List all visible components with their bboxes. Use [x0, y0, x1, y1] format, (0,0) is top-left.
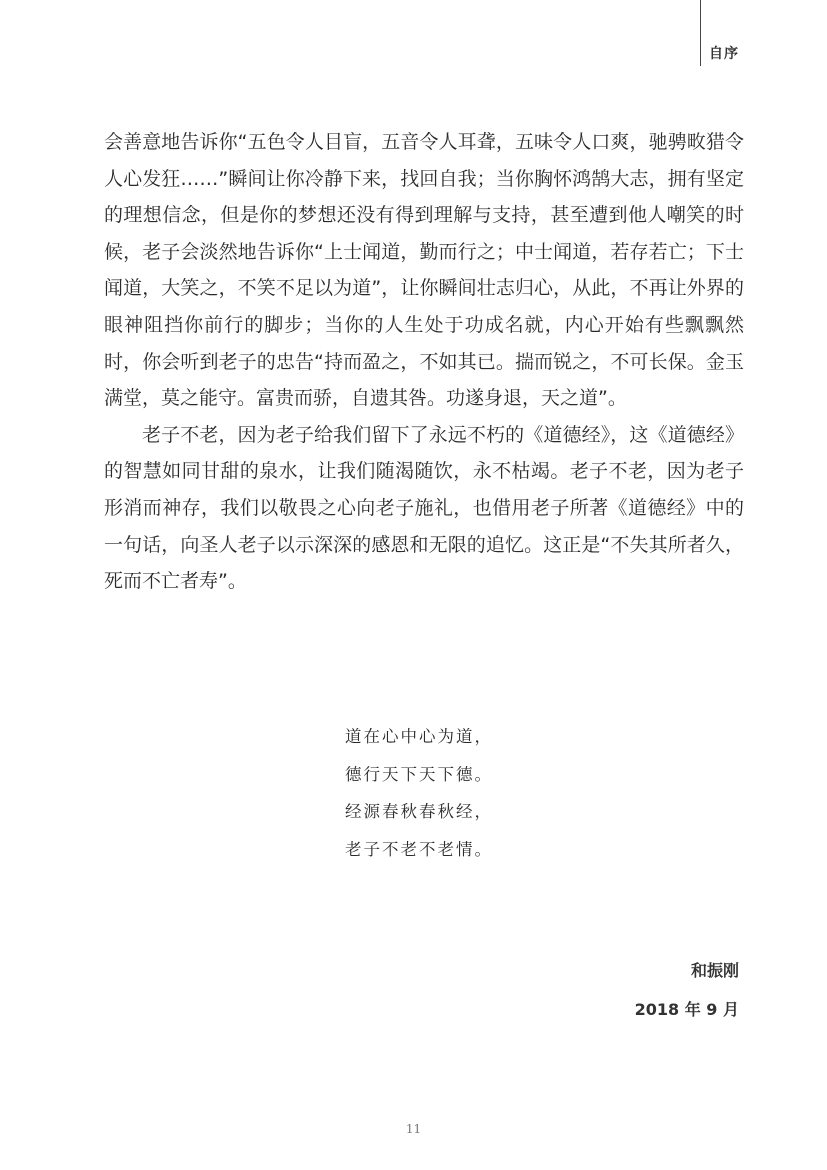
- paragraph-2: 老子不老，因为老子给我们留下了永远不朽的《道德经》，这《道德经》的智慧如同甘甜的泉水，让我们随渴随饮，永不枯竭。老子不老，因为老子形消而神存，我们以敬畏之心向老子施礼，也借用老子所著《道德经》中的一句话，向圣人老子以示深深的感恩和无限的追忆。这正是“不失其所者久，死而不亡者寿”。: [104, 423, 744, 593]
- body-text: [104, 124, 744, 600]
- paragraph-1: 会善意地告诉你“五色令人目盲，五音令人耳聋，五味令人口爽，驰骋畋猎令人心发狂……”瞬间让你冷静下来，找回自我；当你胸怀鸿鹄大志，拥有坚定的理想信念，但是你的梦想还没有得到理解与支持，甚至遭到他人嘲笑的时候，老子会淡然地告诉你“上士闻道，勤而行之；中士闻道，若存若亡；下士闻道，大笑之，不笑不足以为道”，让你瞬间壮志归心，从此，不再让外界的眼神阻挡你前行的脚步；当你的人生处于功成名就，内心开始有些飘飘然时，你会听到老子的忠告“持而盈之，不如其已。揣而锐之，不可长保。金玉满堂，莫之能守。富贵而骄，自遗其咎。功遂身退，天之道”。: [104, 131, 744, 410]
- poem-line-3: 经源春秋春秋经，: [345, 802, 493, 821]
- poem-line-2: 德行天下天下德。: [345, 764, 493, 784]
- poem: [345, 718, 493, 868]
- header-divider: [700, 0, 701, 66]
- page-number: 11: [405, 1122, 422, 1136]
- poem-line-4: 老子不老不老情。: [345, 839, 493, 859]
- signature-date: 2018 年 9 月: [634, 1000, 739, 1019]
- poem-line-1: 道在心中心为道，: [345, 727, 493, 746]
- author-name: 和振刚: [690, 961, 739, 980]
- section-title: 自序: [709, 46, 739, 62]
